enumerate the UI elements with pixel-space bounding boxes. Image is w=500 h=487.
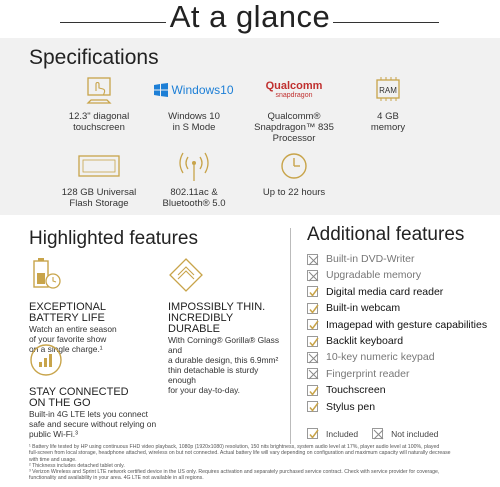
windows-logo-icon xyxy=(154,72,234,108)
qualcomm-logo-text: Qualcomm xyxy=(265,80,323,92)
additional-feature-row xyxy=(307,252,414,266)
feature-heading: IMPOSSIBLY THIN. xyxy=(168,301,266,313)
spec-line: 802.11ac & xyxy=(170,187,218,198)
spec-os xyxy=(154,72,234,133)
check-icon xyxy=(307,303,318,314)
legend-not-included-label: Not included xyxy=(391,428,439,439)
clock-icon xyxy=(254,148,334,184)
cross-icon xyxy=(307,368,318,379)
additional-feature-label: Touchscreen xyxy=(326,384,386,397)
check-icon xyxy=(307,428,318,439)
header-rule-right xyxy=(333,22,439,23)
feature-body-line: a durable design, this 6.9mm² xyxy=(168,355,279,365)
feature-thin-durable xyxy=(168,257,288,395)
check-icon xyxy=(307,319,318,330)
feature-body-line: on a single charge.¹ xyxy=(29,344,103,354)
additional-feature-label: Upgradable memory xyxy=(326,269,422,282)
additional-features-title: Additional features xyxy=(307,224,465,245)
footnote-line: with time and usage. xyxy=(29,456,77,463)
feature-heading: BATTERY LIFE xyxy=(29,312,105,324)
additional-feature-row xyxy=(307,285,443,299)
feature-body-line: public Wi-Fi.³ xyxy=(29,429,78,439)
spec-line: in S Mode xyxy=(172,122,216,133)
spec-line: Bluetooth® 5.0 xyxy=(162,198,226,209)
feature-heading: EXCEPTIONAL xyxy=(29,301,107,313)
specifications-section xyxy=(0,38,500,215)
additional-feature-label: Built-in webcam xyxy=(326,302,401,315)
footnote-line: full-screen from local storage, headphone attached, wireless on but not connected. Actual battery life will vary depending on configuration and maximum capacity will naturally decrease xyxy=(29,450,451,457)
check-icon xyxy=(307,385,318,396)
additional-feature-row xyxy=(307,334,403,348)
cross-icon xyxy=(307,254,318,265)
spec-battery xyxy=(254,148,334,198)
additional-feature-row xyxy=(307,350,435,364)
feature-body-line: With Corning® Gorilla® Glass and xyxy=(168,335,280,355)
lte-signal-icon xyxy=(29,342,63,378)
cross-icon xyxy=(307,270,318,281)
additional-feature-row xyxy=(307,367,409,381)
snapdragon-logo-text: snapdragon xyxy=(275,92,313,99)
storage-card-icon xyxy=(59,148,139,184)
windows-logo-text: Windows10 xyxy=(171,82,234,97)
feature-body-line: thin detachable is sturdy enough xyxy=(168,365,259,385)
spec-line: Up to 22 hours xyxy=(262,187,326,198)
additional-feature-row xyxy=(307,301,400,315)
thin-tablet-icon xyxy=(168,257,204,293)
ram-chip-label: RAM xyxy=(379,85,397,95)
page-title: At a glance xyxy=(169,0,331,34)
cross-icon xyxy=(307,352,318,363)
spec-line: Flash Storage xyxy=(69,198,129,209)
feature-body-line: safe and secure without relying on xyxy=(29,419,157,429)
feature-body-line: for your day-to-day. xyxy=(168,385,240,395)
spec-processor xyxy=(254,72,334,144)
additional-feature-row xyxy=(307,400,375,414)
additional-feature-row xyxy=(307,383,386,397)
feature-legend xyxy=(307,428,438,439)
additional-feature-label: Stylus pen xyxy=(326,400,376,413)
spec-line: 128 GB Universal xyxy=(61,187,137,198)
footnotes xyxy=(29,444,479,482)
footnote-line: ³ Verizon Wireless and Sprint LTE network certified device in the US only. Requires activation and separately purchased service contract. Check with service provider for coverage, xyxy=(29,469,440,476)
touchscreen-icon xyxy=(59,72,139,108)
wireless-antenna-icon xyxy=(154,148,234,184)
check-icon xyxy=(307,286,318,297)
feature-body-line: of your favorite show xyxy=(29,334,107,344)
footnote-line: ² Thickness includes detached tablet only. xyxy=(29,462,125,469)
spec-line: 4 GB xyxy=(377,111,399,122)
spec-line: touchscreen xyxy=(73,122,125,133)
spec-line: 12.3" diagonal xyxy=(68,111,130,122)
section-divider xyxy=(290,228,291,444)
spec-storage xyxy=(59,148,139,209)
footnote-line: functionality and availability in your area. 4G LTE not available in all regions. xyxy=(29,475,204,482)
spec-line: Processor xyxy=(272,133,316,144)
highlighted-features-title: Highlighted features xyxy=(29,228,198,249)
feature-body-line: Watch an entire season xyxy=(29,324,117,334)
additional-feature-label: Imagepad with gesture capabilities xyxy=(326,318,488,331)
qualcomm-snapdragon-logo-icon xyxy=(254,72,334,108)
spec-touchscreen xyxy=(59,72,139,133)
spec-wireless xyxy=(154,148,234,209)
feature-stay-connected xyxy=(29,342,159,439)
additional-feature-label: Built-in DVD-Writer xyxy=(326,253,415,265)
additional-feature-row xyxy=(307,318,487,332)
footnote-line: ¹ Battery life tested by HP using continuous FHD video playback, 1080p (1920x1080) resolution, 150 nits brightness, system audio level at 17%, player audio level at 100%, played xyxy=(29,444,440,450)
feature-body-line: Built-in 4G LTE lets you connect xyxy=(29,409,149,419)
spec-line: Qualcomm® xyxy=(267,111,321,122)
additional-feature-label: Digital media card reader xyxy=(326,285,444,298)
feature-heading: INCREDIBLY DURABLE xyxy=(168,312,234,335)
additional-feature-label: Backlit keyboard xyxy=(326,335,404,347)
cross-icon xyxy=(372,428,383,439)
spec-memory xyxy=(348,72,428,133)
additional-feature-row xyxy=(307,268,421,282)
additional-feature-label: Fingerprint reader xyxy=(326,367,410,380)
battery-clock-icon xyxy=(29,257,63,293)
additional-feature-label: 10-key numeric keypad xyxy=(326,351,435,364)
ram-chip-icon xyxy=(348,72,428,108)
legend-included-label: Included xyxy=(326,428,359,439)
spec-line: Windows 10 xyxy=(168,111,220,122)
page-header xyxy=(0,0,500,38)
spec-line: memory xyxy=(370,122,406,133)
feature-battery-life xyxy=(29,257,154,354)
spec-line: Snapdragon™ 835 xyxy=(254,122,334,133)
feature-heading: STAY CONNECTED xyxy=(29,386,129,398)
check-icon xyxy=(307,401,318,412)
feature-heading: ON THE GO xyxy=(29,397,91,409)
specifications-title: Specifications xyxy=(29,46,159,69)
check-icon xyxy=(307,336,318,347)
